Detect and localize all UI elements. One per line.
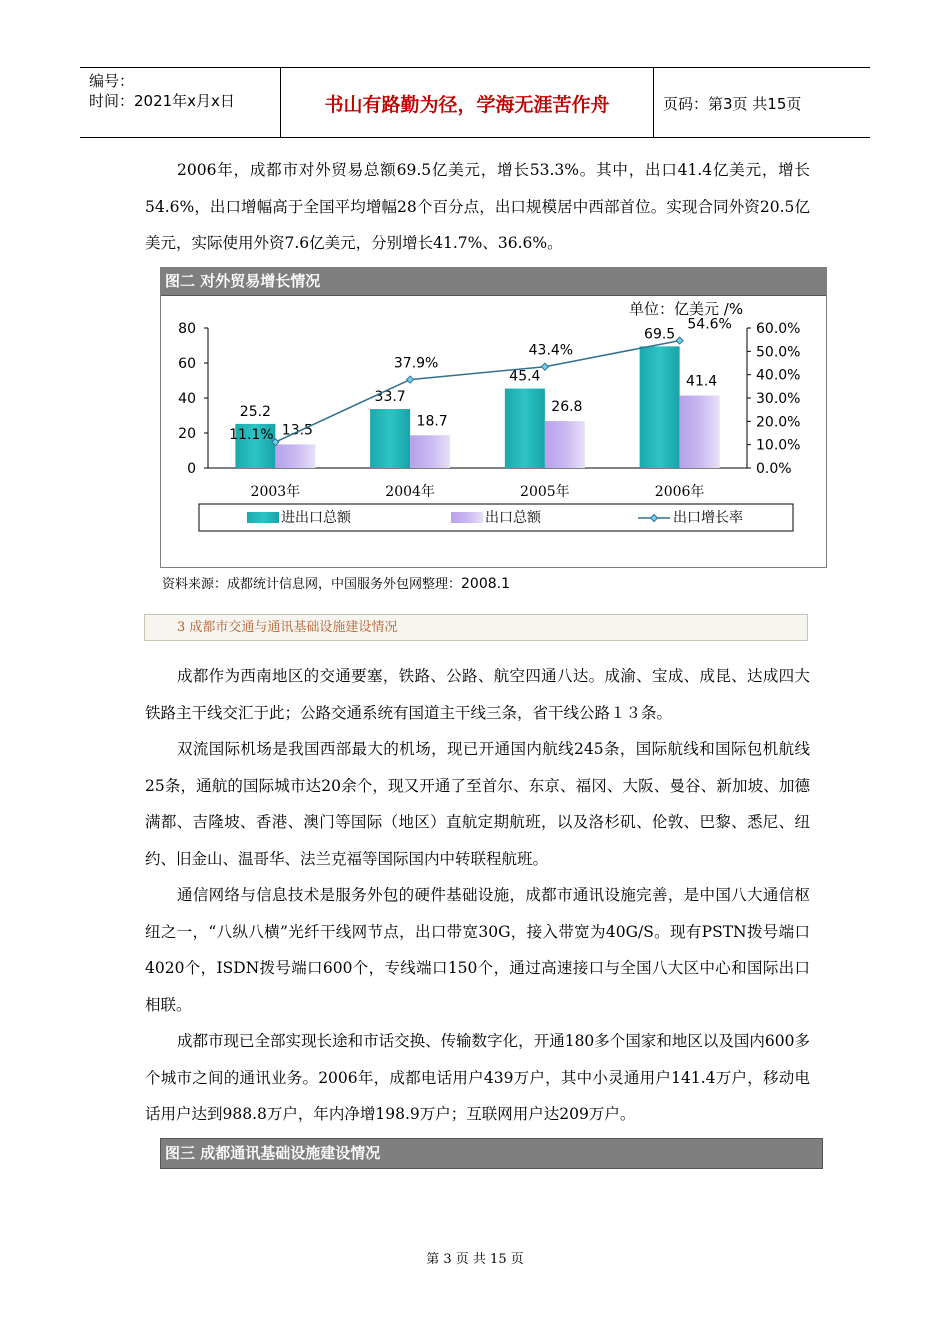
bar-export-label: 26.8 <box>551 399 583 416</box>
bar-export <box>410 435 450 468</box>
legend-swatch-total <box>247 512 279 523</box>
y-right-tick-label: 50.0% <box>756 344 801 361</box>
y-right-tick-label: 0.0% <box>756 461 792 477</box>
y-left-tick-label: 0 <box>187 461 196 477</box>
header-motto-cell <box>280 68 654 137</box>
motto: 书山有路勤为径，学海无涯苦作舟 <box>324 94 610 116</box>
bar-export-label: 13.5 <box>281 422 313 439</box>
growth-point-label: 11.1% <box>229 427 274 444</box>
trade-chart-svg <box>161 268 828 569</box>
bar-total <box>640 346 680 468</box>
paragraph-airport: 双流国际机场是我国西部最大的机场，现已开通国内航线245条，国际航线和国际包机航线25条，通航的国际城市达20余个，现又开通了至首尔、东京、福冈、大阪、曼谷、新加坡、加德满都、吉隆坡、香港、澳门等国际（地区）直航定期航班，以及洛杉矶、伦敦、巴黎、悉尼、纽约、旧金山、温哥华、法兰克福等国际国内中转联程航班。 <box>145 740 810 868</box>
bar-total-label: 69.5 <box>644 326 676 343</box>
chart-unit-label: 单位：亿美元 /% <box>629 300 744 318</box>
page-header <box>80 67 870 138</box>
paragraph-telecom: 成都市现已全部实现长途和市话交换、传输数字化，开通180多个国家和地区以及国内600多个城市之间的通讯业务。2006年，成都电话用户439万户，其中小灵通用户141.4万户，移动电话用户达到988.8万户，年内净增198.9万户；互联网用户达209万户。 <box>145 1032 810 1123</box>
growth-point-label: 37.9% <box>393 355 439 372</box>
growth-point <box>676 337 683 344</box>
section-heading: 3 成都市交通与通讯基础设施建设情况 <box>144 614 808 641</box>
x-tick-label: 2005年 <box>520 484 570 500</box>
source-date: 2008.1 <box>461 576 511 592</box>
bar-export <box>680 396 720 468</box>
y-right-tick-label: 10.0% <box>756 437 801 454</box>
figure2-source <box>162 573 510 592</box>
bar-export-label: 41.4 <box>686 373 718 390</box>
x-tick-label: 2003年 <box>250 484 301 500</box>
legend-label-total: 进出口总额 <box>281 510 351 526</box>
y-right-tick-label: 40.0% <box>756 367 801 384</box>
x-tick-label: 2004年 <box>385 484 435 500</box>
y-left-tick-label: 60 <box>178 356 196 372</box>
growth-point-label: 54.6% <box>687 316 732 333</box>
bar-export <box>545 421 585 468</box>
code-label: 编号： <box>89 72 135 90</box>
legend-label-growth: 出口增长率 <box>673 510 743 526</box>
y-right-tick-label: 60.0% <box>756 321 801 337</box>
x-tick-label: 2006年 <box>654 484 705 500</box>
bar-export <box>275 444 315 468</box>
time-label: 时间：2021年x月x日 <box>89 92 235 110</box>
y-right-tick-label: 20.0% <box>756 414 801 431</box>
header-meta-cell <box>80 68 280 137</box>
bar-total-label: 33.7 <box>374 389 406 406</box>
growth-point-label: 43.4% <box>528 342 574 359</box>
legend-swatch-export <box>451 512 483 523</box>
y-left-tick-label: 40 <box>178 391 196 407</box>
y-right-tick-label: 30.0% <box>756 391 801 407</box>
legend-label-export: 出口总额 <box>485 510 541 526</box>
page-footer: 第 3 页 共 15 页 <box>426 1252 524 1267</box>
bar-total-label: 45.4 <box>509 368 541 385</box>
header-page-cell <box>653 68 870 137</box>
page-info: 页码：第3页 共15页 <box>663 95 802 113</box>
bar-total <box>370 409 410 468</box>
figure3-caption: 图三 成都通讯基础设施建设情况 <box>160 1138 823 1169</box>
source-text: 资料来源：成都统计信息网，中国服务外包网整理： <box>162 577 462 592</box>
growth-point <box>541 363 548 370</box>
bar-export-label: 18.7 <box>416 413 448 430</box>
bar-total <box>505 389 545 468</box>
y-left-tick-label: 80 <box>178 321 196 337</box>
paragraph-trade: 2006年，成都市对外贸易总额69.5亿美元，增长53.3%。其中，出口41.4亿美元，增长54.6%，出口增幅高于全国平均增幅28个百分点，出口规模居中西部首位。实现合同外资20.5亿美元，实际使用外资7.6亿美元，分别增长41.7%、36.6%。 <box>145 161 810 252</box>
bar-total-label: 25.2 <box>239 403 271 420</box>
trade-chart <box>160 267 827 568</box>
paragraph-network: 通信网络与信息技术是服务外包的硬件基础设施，成都市通讯设施完善，是中国八大通信枢纽之一，“八纵八横”光纤干线网节点，出口带宽30G，接入带宽为40G/S。现有PSTN拨号端口4020个，ISDN拨号端口600个，专线端口150个，通过高速接口与全国八大区中心和国际出口相联。 <box>145 886 810 1014</box>
growth-point <box>407 376 414 383</box>
figure2-caption: 图二 对外贸易增长情况 <box>160 267 827 296</box>
y-left-tick-label: 20 <box>178 426 196 442</box>
growth-line <box>275 341 679 443</box>
paragraph-transport: 成都作为西南地区的交通要塞，铁路、公路、航空四通八达。成渝、宝成、成昆、达成四大铁路主干线交汇于此；公路交通系统有国道主干线三条，省干线公路１３条。 <box>145 667 810 722</box>
